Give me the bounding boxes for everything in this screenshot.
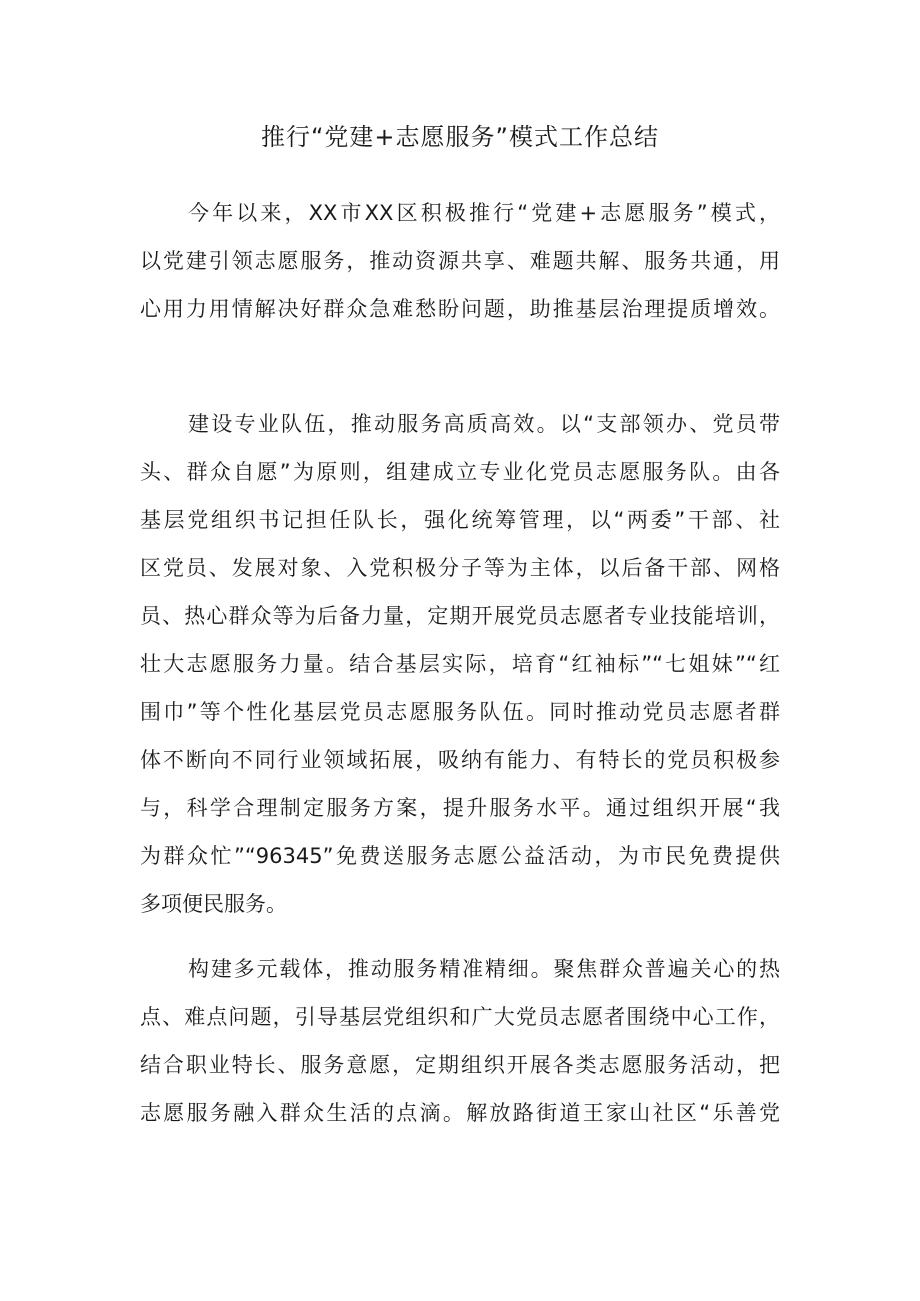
- paragraph-intro: [140, 189, 780, 333]
- paragraph-line: 多项便民服务。: [140, 892, 287, 916]
- paragraph-line: 构建多元载体，推动服务精准精细。聚焦群众普遍关心的热: [188, 957, 780, 981]
- paragraph-line: 头、群众自愿”为原则，组建成立专业化党员志愿服务队。由各: [140, 460, 780, 484]
- paragraph-line: 志愿服务融入群众生活的点滴。解放路街道王家山社区“乐善党: [140, 1101, 780, 1125]
- paragraph-line: 壮大志愿服务力量。结合基层实际，培育“红袖标”“七姐妹”“红: [140, 652, 780, 676]
- document-title: 推行“党建+志愿服务”模式工作总结: [261, 123, 659, 151]
- paragraph-line: 基层党组织书记担任队长，强化统筹管理，以“两委”干部、社: [140, 508, 780, 532]
- paragraph-line: 今年以来，XX市XX区积极推行“党建+志愿服务”模式，: [188, 201, 780, 225]
- paragraph-line: 心用力用情解决好群众急难愁盼问题，助推基层治理提质增效。: [140, 297, 780, 321]
- paragraph-team-building: [140, 400, 780, 928]
- paragraph-carriers: [140, 945, 780, 1137]
- paragraph-line: 建设专业队伍，推动服务高质高效。以“支部领办、党员带: [188, 412, 780, 436]
- paragraph-line: 区党员、发展对象、入党积极分子等为主体，以后备干部、网格: [140, 556, 780, 580]
- paragraph-line: 与，科学合理制定服务方案，提升服务水平。通过组织开展“我: [140, 796, 780, 820]
- paragraph-line: 围巾”等个性化基层党员志愿服务队伍。同时推动党员志愿者群: [140, 700, 780, 724]
- paragraph-line: 为群众忙”“96345”免费送服务志愿公益活动，为市民免费提供: [140, 844, 780, 868]
- paragraph-line: 以党建引领志愿服务，推动资源共享、难题共解、服务共通，用: [140, 249, 780, 273]
- paragraph-line: 点、难点问题，引导基层党组织和广大党员志愿者围绕中心工作，: [140, 1005, 780, 1029]
- paragraph-line: 体不断向不同行业领域拓展，吸纳有能力、有特长的党员积极参: [140, 748, 780, 772]
- paragraph-line: 结合职业特长、服务意愿，定期组织开展各类志愿服务活动，把: [140, 1053, 780, 1077]
- paragraph-line: 员、热心群众等为后备力量，定期开展党员志愿者专业技能培训，: [140, 604, 780, 628]
